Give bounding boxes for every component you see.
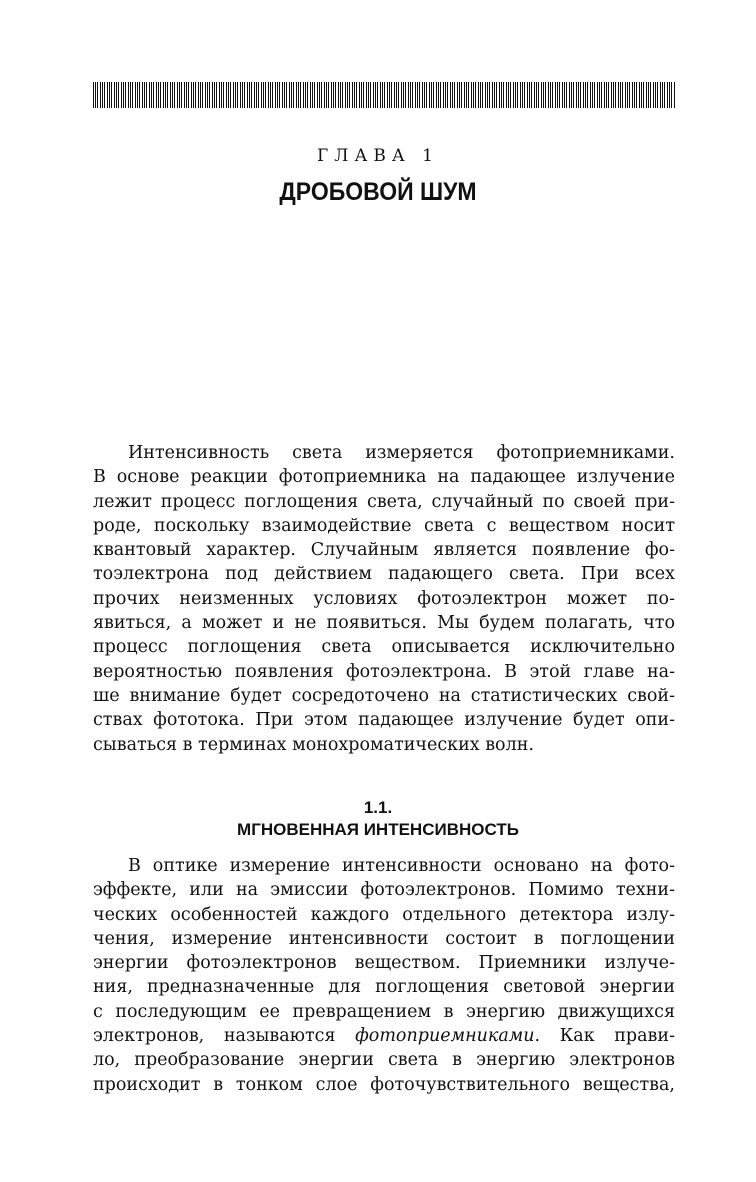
paragraph-line: вероятностью появления фотоэлектрона. В этой главе на-: [93, 661, 675, 682]
paragraph-line: чения, измерение интенсивности состоит в поглощении: [93, 928, 675, 949]
paragraph-line: с последующим ее превращением в энергию движущихся: [93, 1001, 675, 1022]
paragraph-line: тоэлектрона под действием падающего света. При всех: [93, 564, 675, 585]
line-text: . Как прави-: [534, 1026, 675, 1047]
section-number: 1.1.: [363, 798, 393, 817]
paragraph-line: квантовый характер. Случайным является появление фо-: [93, 540, 675, 561]
paragraph-line: явиться, а может и не появиться. Мы будем полагать, что: [93, 613, 675, 634]
chapter-label: ГЛАВА 1: [317, 146, 439, 166]
paragraph-line: В основе реакции фотоприемника на падающее излучение: [93, 467, 675, 488]
paragraph-line: Интенсивность света измеряется фотоприемниками.: [128, 443, 675, 463]
paragraph-line: эффекте, или на эмиссии фотоэлектронов. Помимо техни-: [93, 880, 675, 901]
paragraph-line: ния, предназначенные для поглощения световой энергии: [93, 977, 675, 998]
intro-paragraph: [93, 441, 675, 757]
line-text: электронов, называются: [93, 1026, 356, 1047]
paragraph-line: ше внимание будет сосредоточено на статистических свой-: [93, 685, 675, 706]
italic-term: фотоприемниками: [355, 1026, 535, 1047]
paragraph-line: роде, поскольку взаимодействие света с веществом носит: [93, 515, 675, 536]
paragraph-line: энергии фотоэлектронов веществом. Приемники излуче-: [93, 953, 675, 974]
paragraph-line: лежит процесс поглощения света, случайный по своей при-: [93, 491, 675, 512]
decorative-rule-bar: [93, 82, 675, 108]
paragraph-line: ло, преобразование энергии света в энергию электронов: [93, 1050, 675, 1071]
section-paragraph: [93, 854, 675, 1097]
paragraph-line-with-term: [93, 1024, 675, 1048]
paragraph-line: происходит в тонком слое фоточувствительного вещества,: [93, 1074, 675, 1095]
paragraph-line: ческих особенностей каждого отдельного детектора излу-: [93, 904, 675, 925]
chapter-title: ДРОБОВОЙ ШУМ: [279, 178, 477, 206]
paragraph-line: сываться в терминах монохроматических волн.: [93, 734, 534, 755]
paragraph-line: процесс поглощения света описывается исключительно: [93, 637, 675, 658]
section-title: МГНОВЕННАЯ ИНТЕНСИВНОСТЬ: [237, 820, 519, 839]
paragraph-line: В оптике измерение интенсивности основано на фото-: [128, 856, 675, 876]
paragraph-line: ствах фототока. При этом падающее излучение будет опи-: [93, 710, 675, 731]
paragraph-line: прочих неизменных условиях фотоэлектрон может по-: [93, 588, 675, 609]
